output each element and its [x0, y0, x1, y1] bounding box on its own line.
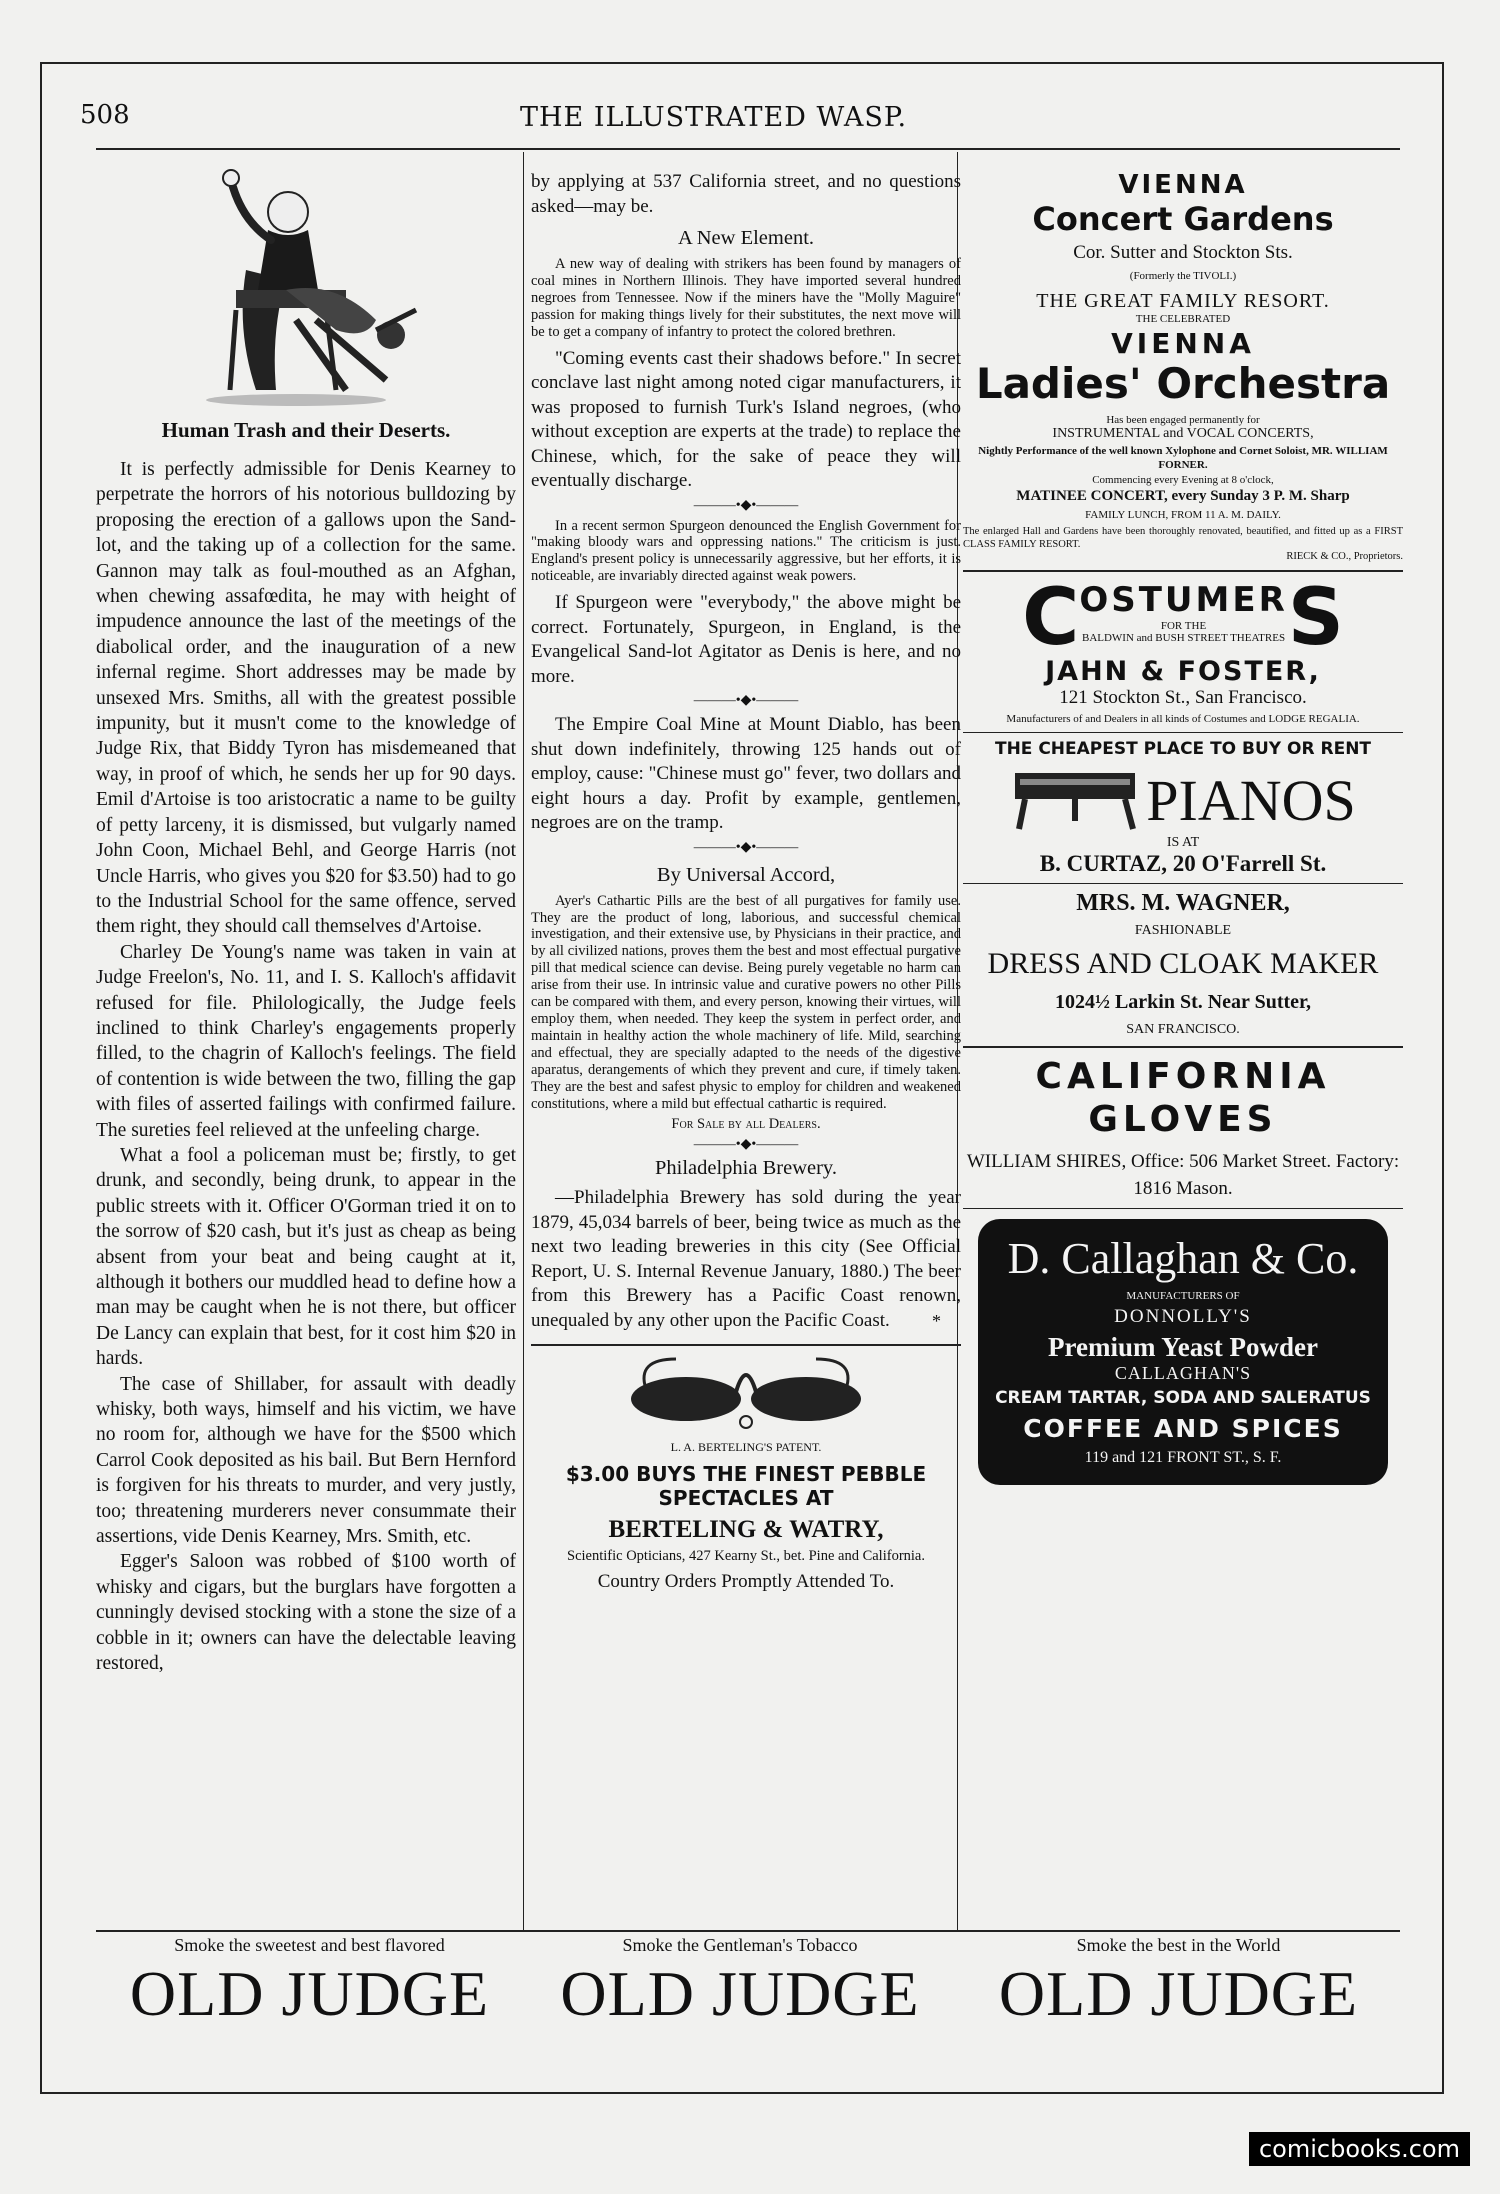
small-paragraph: Ayer's Cathartic Pills are the best of all purgatives for family use. They are the product of long, laborious, and successful chemical investigation, and their extensive use, by Physicians in their practice, and by all civilized nations, proves them the best and most effectual purgative pill that medical science can devise. Being purely vegetable no harm can arise from their use. In intrinsic value and curative powers no other Pills can be compared with them, and every person, knowing their virtues, will employ them, when needed. They keep the system in perfect order, and maintain in healthy action the whole machinery of life. Mild, searching and effectual, they are specially adapted to the needs of the digestive aparatus, derangements of which they prevent and cure, if timely taken. They are the best and safest physic to employ for children and weakened constitutions, where a mild but effectual cathartic is required. — [531, 892, 961, 1112]
california-word: CALIFORNIA — [1035, 1056, 1331, 1097]
jahn-foster: JAHN & FOSTER, — [1045, 656, 1321, 687]
spectacles-offer: $3.00 BUYS THE FINEST PEBBLE SPECTACLES AT — [565, 1462, 927, 1511]
old-judge-tagline: Smoke the sweetest and best flavored — [174, 1935, 445, 1955]
enlarged-note: The enlarged Hall and Gardens have been thoroughly renovated, beautified, and fitted up as a FIRST CLASS FAMILY RESORT. — [963, 526, 1403, 550]
callaghan-ad — [978, 1219, 1388, 1485]
ad-rule — [963, 570, 1403, 572]
ad-rule — [963, 1208, 1403, 1209]
spectacles-ad — [531, 1354, 961, 1593]
section-title: A New Element. — [677, 227, 815, 249]
paragraph: The case of Shillaber, for assault with deadly whisky, both ways, himself and his victim, we have no room for, although we have for the $500 which Carrol Cook deposited as his bail. But Bern Hernford is forgiven for his threats to murder, and very justly, too; threatening murderers never consummate their assertions, vide Denis Kearney, Mrs. Smith, etc. — [96, 1373, 516, 1548]
old-judge-brand: OLD JUDGE — [129, 1958, 490, 2029]
donnolly: DONNOLLY'S — [1114, 1306, 1252, 1327]
small-paragraph: A new way of dealing with strikers has been found by managers of coal mines in Northern Illinois. They have imported several hundred negroes from Tennessee. Now if the miners have the "Molly Maguire" passion for making things lively for their substitutes, the next move will be to get a company of infantry to protect the colored brethren. — [531, 256, 961, 340]
gloves-word: GLOVES — [1088, 1099, 1278, 1140]
separator: ———•◆•——— — [693, 1137, 799, 1153]
paragraph: —Philadelphia Brewery has sold during the year 1879, 45,034 barrels of beer, being twice as much as the next two leading breweries in this city (See Official Report, U. S. Internal Revenue January, 1880.) The beer from this Brewery has a Pacific Coast renown, unequaled by any other upon the Pacific Coast. — [531, 1187, 961, 1331]
paragraph: If Spurgeon were "everybody," the above might be correct. Fortunately, Spurgeon, in England, is the Evangelical Sand-lot Agitator as Denis is here, and no more. — [531, 592, 961, 687]
theatres: BALDWIN and BUSH STREET THEATRES — [1081, 632, 1286, 644]
running-title: THE ILLUSTRATED WASP. — [520, 102, 908, 133]
costumers-note: Manufacturers of and Dealers in all kinds of Costumes and LODGE REGALIA. — [1006, 713, 1360, 725]
vienna-address: Cor. Sutter and Stockton Sts. — [1073, 242, 1293, 263]
footer-rule — [96, 1930, 1400, 1932]
ladies-orchestra: Ladies' Orchestra — [975, 359, 1391, 408]
manufacturers-of: MANUFACTURERS OF — [1126, 1290, 1240, 1302]
vienna-subtitle: VIENNA — [1111, 327, 1255, 360]
old-judge-brand: OLD JUDGE — [998, 1958, 1359, 2029]
separator: ———•◆•——— — [693, 693, 799, 709]
concert-gardens: Concert Gardens — [1032, 200, 1334, 238]
wagner-name: MRS. M. WAGNER, — [1076, 890, 1290, 916]
column-3 — [963, 170, 1403, 1485]
optician-address: Scientific Opticians, 427 Kearny St., bet. Pine and California. — [567, 1548, 925, 1565]
shires-address: WILLIAM SHIRES, Office: 506 Market Street. Factory: 1816 Mason. — [966, 1151, 1400, 1199]
proprietors: RIECK & CO., Proprietors. — [1286, 551, 1403, 562]
paragraph: What a fool a policeman must be; firstly, to get drunk, and secondly, being drunk, to appear in the public streets with it. Officer O'Gorman tried it on to the sorrow of $20 cash, but it's just as cheap as being absent from your beat and being caught at it, although it bothers our muddled head to define how a man may be caught when he is not there, but officer De Lancy can explain that best, for it cost him $20 in hards. — [96, 1144, 516, 1370]
gloves-ad — [963, 1056, 1403, 1202]
lunch-line: FAMILY LUNCH, FROM 11 A. M. DAILY. — [1085, 509, 1281, 521]
family-resort: THE GREAT FAMILY RESORT. — [1036, 290, 1330, 312]
for-sale-line: For Sale by all Dealers. — [671, 1116, 821, 1133]
is-at: IS AT — [1166, 835, 1200, 850]
old-judge-tagline: Smoke the best in the World — [1076, 1935, 1281, 1955]
concerts-line: INSTRUMENTAL and VOCAL CONCERTS, — [1052, 426, 1314, 441]
spectacles-icon — [616, 1354, 876, 1434]
costumers-ad — [963, 573, 1403, 726]
celebrated: THE CELEBRATED — [1135, 313, 1231, 325]
optician-firm: BERTELING & WATRY, — [608, 1516, 884, 1544]
paragraph: "Coming events cast their shadows before." In secret conclave last night among noted cigar manufacturers, it was proposed to furnish Turk's Island negroes, (who without exception are experts at the trade) to replace the Chinese, which, for the sake of peace they will eventually discharge. — [531, 347, 961, 492]
formerly-tivoli: (Formerly the TIVOLI.) — [1129, 270, 1237, 282]
continued-text: by applying at 537 California street, and no questions asked—may be. — [531, 171, 961, 217]
callaghan-name: D. Callaghan & Co. — [1007, 1234, 1359, 1283]
callaghans: CALLAGHAN'S — [1114, 1363, 1252, 1383]
old-judge-tagline: Smoke the Gentleman's Tobacco — [622, 1935, 858, 1955]
column-2 — [531, 170, 961, 1593]
star-mark: * — [932, 1311, 941, 1332]
page-number: 508 — [80, 100, 130, 130]
paragraph: Charley De Young's name was taken in vain at Judge Freelon's, No. 11, and I. S. Kalloch's affidavit refused for file. Philologically, the Judge feels inclined to think Charley's engagements properly filled, to the chagrin of Kalloch's feelings. The field of contention is wide between the two, filling the gap with files of asserted failings with confirmed failure. The sureties feel relieved at the unfeeling charge. — [96, 941, 516, 1141]
wagner-ad — [963, 890, 1403, 1038]
dress-cloak-maker: DRESS AND CLOAK MAKER — [987, 947, 1379, 980]
vienna-ad — [963, 170, 1403, 562]
piano-icon — [1010, 765, 1140, 835]
cartoon-illustration — [96, 160, 516, 410]
wagner-address: 1024½ Larkin St. Near Sutter, — [1054, 991, 1312, 1013]
pianos-ad — [963, 739, 1403, 877]
column-1 — [96, 160, 516, 1677]
old-judge-ad-2 — [523, 1935, 957, 2085]
old-judge-ad-3 — [957, 1935, 1400, 2085]
article-body — [96, 457, 516, 1677]
curtaz-address: B. CURTAZ, 20 O'Farrell St. — [1039, 851, 1327, 876]
nightly-line: Nightly Performance of the well known Xylophone and Cornet Soloist, MR. WILLIAM FORNER. — [978, 445, 1388, 471]
section-title: By Universal Accord, — [656, 863, 836, 886]
front-st-address: 119 and 121 FRONT ST., S. F. — [1084, 1449, 1282, 1466]
paragraph: Egger's Saloon was robbed of $100 worth of whisky and cigars, but the burglars have forgotten a cunningly devised stocking with a stone the size of a cobble in it; owners can have the delectable leaving restored, — [96, 1551, 516, 1675]
column-divider-1 — [523, 152, 524, 1930]
ad-rule — [963, 883, 1403, 884]
old-judge-brand: OLD JUDGE — [560, 1958, 920, 2029]
country-orders: Country Orders Promptly Attended To. — [597, 1571, 895, 1593]
costumers-address: 121 Stockton St., San Francisco. — [1059, 687, 1307, 708]
ad-rule — [963, 1046, 1403, 1048]
cartoon-caption: Human Trash and their Deserts. — [161, 418, 451, 442]
costumers-final: S — [1287, 573, 1344, 663]
section-title: Philadelphia Brewery. — [655, 1157, 837, 1180]
small-paragraph: In a recent sermon Spurgeon denounced the English Government for "making bloody wars and oppressing nations." The criticism is just. England's present policy is unnecessarily aggressive, but her efforts, it is noticeable, are invariably directed against weak powers. — [531, 517, 961, 585]
engaged-note: Has been engaged permanently for — [1106, 414, 1260, 426]
costumers-word: OSTUMER — [1079, 580, 1288, 620]
separator: ———•◆•——— — [693, 497, 799, 513]
patent-label: L. A. BERTELING'S PATENT. — [670, 1440, 822, 1455]
pianos-word: PIANOS — [1146, 767, 1356, 833]
separator: ———•◆•——— — [693, 839, 799, 855]
ad-rule — [963, 732, 1403, 733]
old-judge-ad-1 — [96, 1935, 523, 2085]
paragraph: It is perfectly admissible for Denis Kearney to perpetrate the horrors of his notorious bulldozing by proposing the erection of a gallows upon the Sand-lot, and the taking up of a collection for the same. Gannon may talk as foul-mouthed as an Afghan, when chewing assafœdita, he may with height of impudence announce the last of the meetings of the diabolical order, and the inauguration of a new infernal regime. Short addresses may be made by unsexed Mrs. Smiths, all with the greatest possible impunity, but it musn't come to the knowledge of Judge Rix, that Biddy Tyron has misdemeaned that way, in proof of which, he sends her up for 90 days. Emil d'Artoise is too aristocratic a name to be guilty of petty larceny, it is dismissed, but vulgarly named John Coon, Michael Behl, and George Harris (not Uncle Harris, who gives you $20 for $3.50) had to go to the Industrial School for the same offence, served them right, they should call themselves d'Artoise. — [96, 459, 516, 938]
yeast-powder: Premium Yeast Powder — [1048, 1332, 1318, 1362]
paragraph: The Empire Coal Mine at Mount Diablo, has been shut down indefinitely, throwing 125 hands out of employ, cause: "Chinese must go" fever, two dollars and eight hours a day. Profit by example, gentlemen, negroes are on the tramp. — [531, 714, 961, 834]
fashionable: FASHIONABLE — [1134, 923, 1232, 938]
for-the: FOR THE — [1160, 620, 1207, 632]
coffee-spices: COFFEE AND SPICES — [1023, 1414, 1343, 1443]
wagner-city: SAN FRANCISCO. — [1126, 1022, 1240, 1037]
cream-tartar: CREAM TARTAR, SODA AND SALERATUS — [995, 1388, 1371, 1408]
commencing-line: Commencing every Evening at 8 o'clock, — [1092, 474, 1274, 486]
header-rule — [96, 148, 1400, 150]
costumers-initial: C — [1022, 573, 1080, 663]
matinee-line: MATINEE CONCERT, every Sunday 3 P. M. Sharp — [1016, 488, 1350, 504]
vienna-title: VIENNA — [1118, 170, 1248, 200]
ad-rule — [531, 1344, 961, 1346]
site-watermark: comicbooks.com — [1249, 2132, 1470, 2166]
cheapest-line: THE CHEAPEST PLACE TO BUY OR RENT — [994, 739, 1372, 759]
